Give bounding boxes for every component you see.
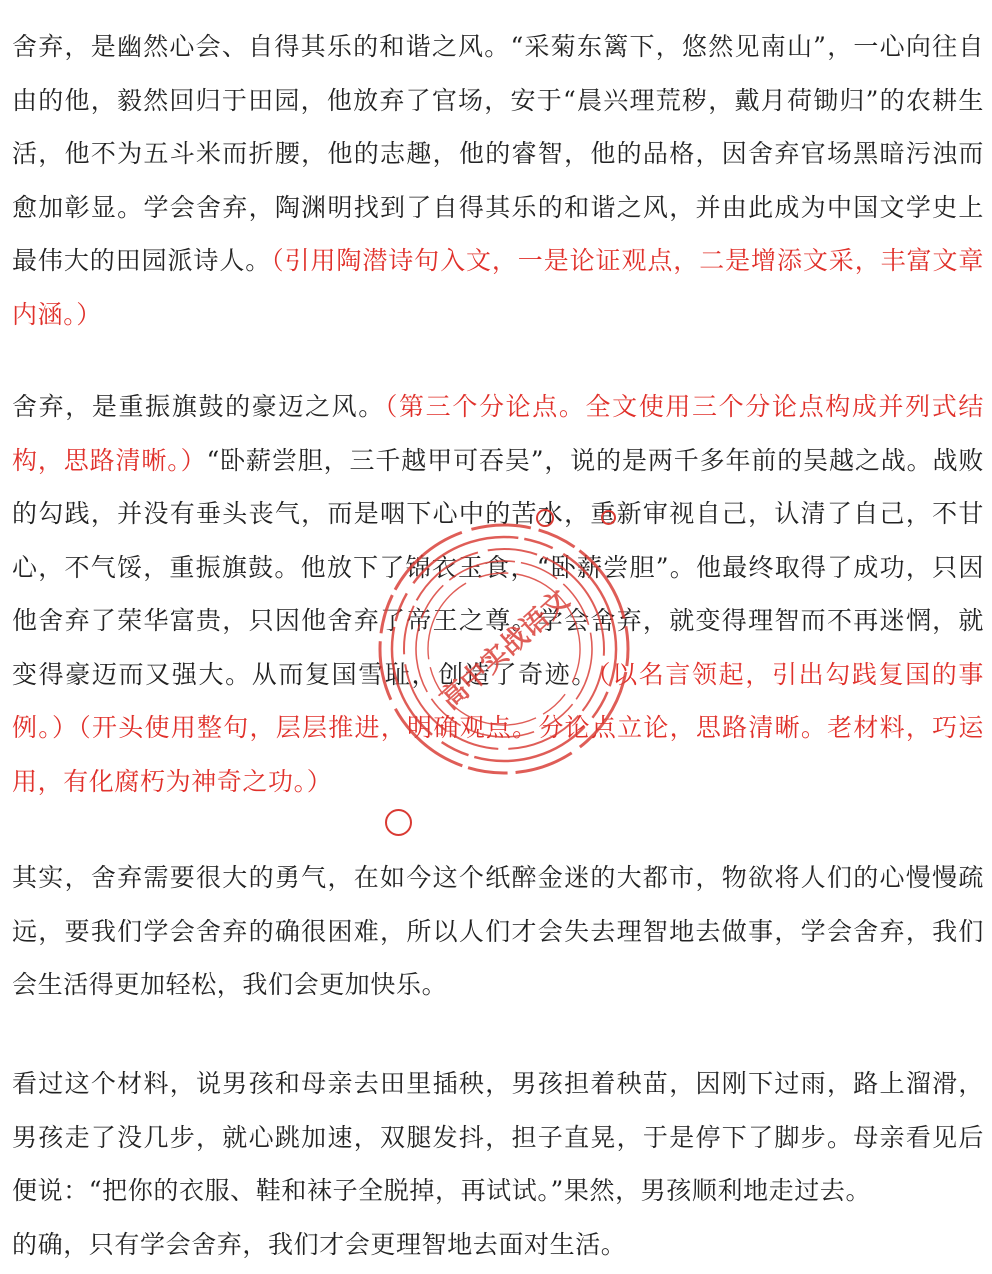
- paragraph-courage: [12, 851, 984, 1012]
- annotation-note: （第三个分论点。全文使用三个分论点构成并列式结构，思路清晰。）: [12, 392, 984, 475]
- stamp-text: 高中实战语文: [434, 584, 576, 716]
- paragraph-lead: 舍弃，是重振旗鼓的豪迈之风。: [12, 392, 385, 421]
- stamp-dot: [601, 510, 616, 525]
- paragraph-body: 看过这个材料，说男孩和母亲去田里插秧，男孩担着秧苗，因刚下过雨，路上溜滑，男孩走了没几步，就心跳加速，双腿发抖，担子直晃，于是停下了脚步。母亲看见后便说：“把你的衣服、鞋和袜子全脱掉，再试试。”果然，男孩顺利地走过去。: [12, 1069, 984, 1205]
- paragraph-body: 其实，舍弃需要很大的勇气，在如今这个纸醉金迷的大都市，物欲将人们的心慢慢疏远，要我们学会舍弃的确很困难，所以人们才会失去理智地去做事，学会舍弃，我们会生活得更加轻松，我们会更加快乐。: [12, 863, 984, 999]
- paragraph-tao-yuanming: [12, 20, 984, 341]
- paragraph-body: “卧薪尝胆，三千越甲可吞吴”，说的是两千多年前的吴越之战。战败的勾践，并没有垂头丧气，而是咽下心中的苦水，重新审视自己，认清了自己，不甘心，不气馁，重振旗鼓。他放下了锦衣玉食，“卧薪尝胆”。他最终取得了成功，只因他舍弃了荣华富贵，只因他舍弃了帝王之尊。学会舍弃，就变得理智而不再迷惘，就变得豪迈而又强大。从而复国雪耻，创造了奇迹。: [12, 445, 984, 689]
- annotation-note: （引用陶潜诗句入文，一是论证观点，二是增添文采，丰富文章内涵。）: [12, 246, 984, 329]
- paragraph-boy-story: [12, 1057, 984, 1271]
- stamp-dot: [385, 809, 412, 836]
- annotation-note: （以名言领起，引出勾践复国的事例。）（开头使用整句，层层推进，明确观点。分论点立论，思路清晰。老材料，巧运用，有化腐朽为神奇之功。）: [12, 659, 984, 796]
- paragraph-gou-jian: [12, 380, 984, 808]
- paragraph-body: 舍弃，是幽然心会、自得其乐的和谐之风。“采菊东篱下，悠然见南山”，一心向往自由的他，毅然回归于田园，他放弃了官场，安于“晨兴理荒秽，戴月荷锄归”的农耕生活，他不为五斗米而折腰，他的志趣，他的睿智，他的品格，因舍弃官场黑暗污浊而愈加彰显。学会舍弃，陶渊明找到了自得其乐的和谐之风，并由此成为中国文学史上最伟大的田园派诗人。: [12, 32, 984, 275]
- stamp-dot: [536, 509, 554, 527]
- paragraph-closing: 的确，只有学会舍弃，我们才会更理智地去面对生活。: [12, 1229, 627, 1259]
